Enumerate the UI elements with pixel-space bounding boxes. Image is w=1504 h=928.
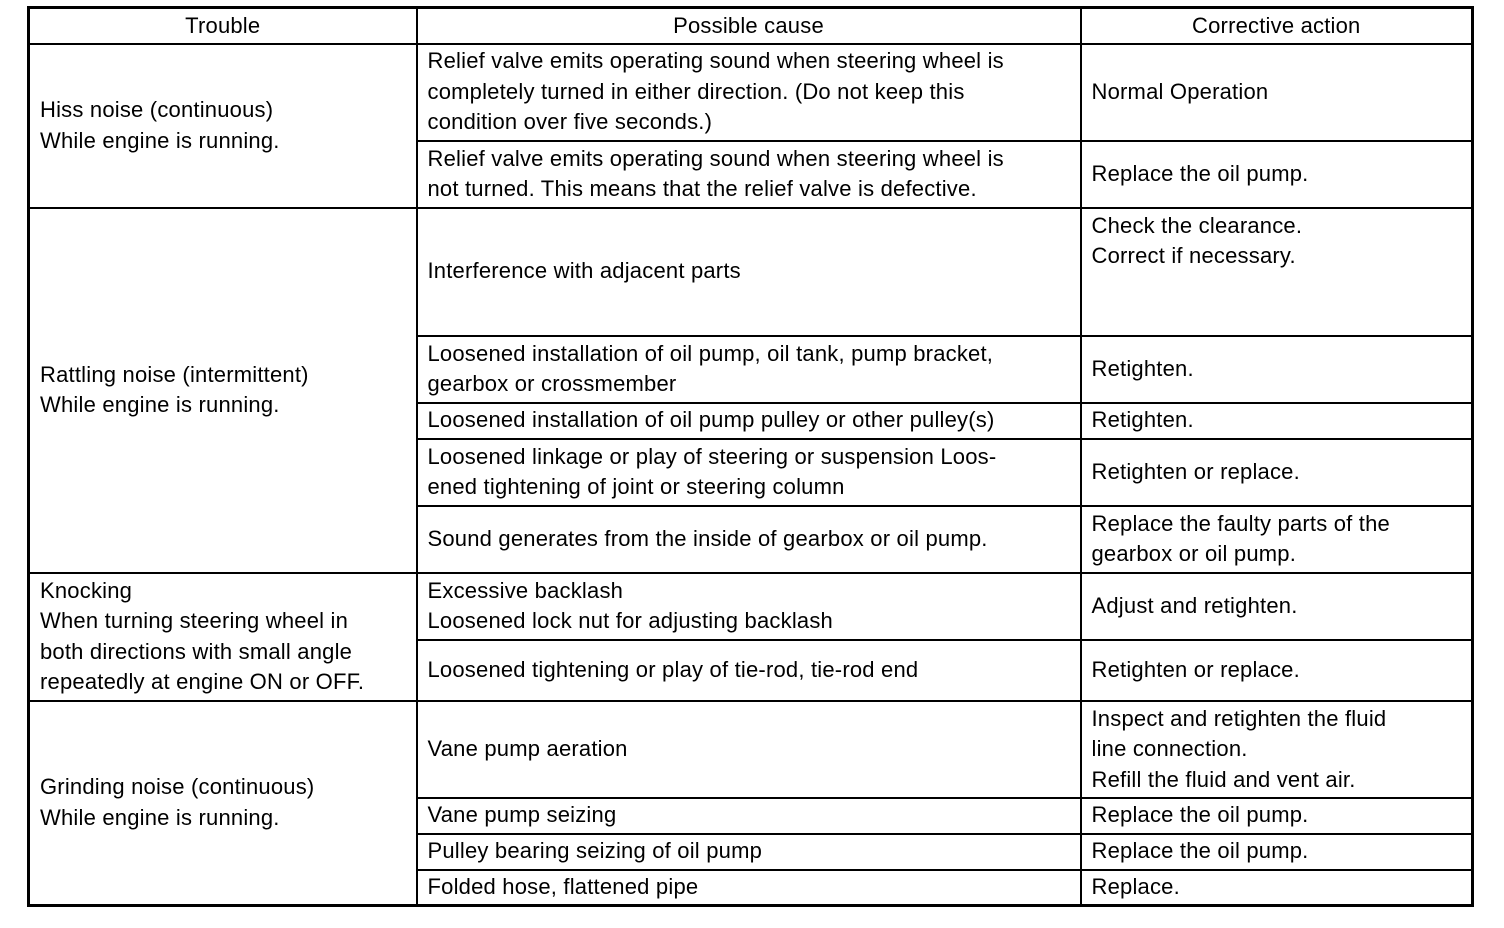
trouble-line: both directions with small angle xyxy=(40,638,353,664)
cause-line: Sound generates from the inside of gearbox or oil pump. xyxy=(427,525,988,551)
action-line: Replace the oil pump. xyxy=(1091,160,1309,186)
trouble-line: While engine is running. xyxy=(40,127,280,153)
trouble-cell xyxy=(29,573,417,701)
possible-cause-cell xyxy=(417,439,1081,506)
corrective-action-cell xyxy=(1081,870,1473,906)
header-trouble: Trouble xyxy=(29,8,417,44)
corrective-action-cell xyxy=(1081,506,1473,573)
troubleshooting-table xyxy=(27,6,1474,907)
header-corrective-action: Corrective action xyxy=(1081,8,1473,44)
trouble-line: While engine is running. xyxy=(40,392,280,417)
possible-cause-cell xyxy=(417,701,1081,798)
cause-line: Vane pump aeration xyxy=(427,735,628,761)
table-row xyxy=(29,573,1473,640)
cause-line: gearbox or crossmember xyxy=(427,371,677,396)
action-line: Normal Operation xyxy=(1091,78,1269,104)
cause-line: not turned. This means that the relief valve is defective. xyxy=(427,176,977,201)
action-line: Inspect and retighten the fluid xyxy=(1091,705,1387,731)
table-row xyxy=(29,701,1473,798)
cause-line: Pulley bearing seizing of oil pump xyxy=(427,838,763,864)
trouble-line: repeatedly at engine ON or OFF. xyxy=(40,669,365,694)
cause-line: Loosened lock nut for adjusting backlash xyxy=(427,608,833,633)
trouble-line: Hiss noise (continuous) xyxy=(40,97,274,122)
cause-line: completely turned in either direction. (Do not keep this xyxy=(427,78,965,104)
trouble-cell xyxy=(29,701,417,906)
corrective-action-cell xyxy=(1081,573,1473,640)
corrective-action-cell xyxy=(1081,834,1473,870)
corrective-action-cell xyxy=(1081,403,1473,439)
action-line: line connection. xyxy=(1091,736,1248,761)
action-line: Retighten. xyxy=(1091,407,1194,433)
cause-line: Excessive backlash xyxy=(427,577,624,603)
action-line: Replace the oil pump. xyxy=(1091,802,1309,828)
possible-cause-cell xyxy=(417,640,1081,701)
table-body xyxy=(29,44,1473,906)
corrective-action-cell xyxy=(1081,439,1473,506)
action-line: Replace the faulty parts of the xyxy=(1091,510,1390,536)
cause-line: condition over five seconds.) xyxy=(427,109,713,135)
cause-line: Loosened tightening or play of tie-rod, tie-rod end xyxy=(427,656,919,682)
header-row xyxy=(29,8,1473,44)
corrective-action-cell xyxy=(1081,208,1473,336)
cause-line: Interference with adjacent parts xyxy=(427,258,741,284)
cause-line: Relief valve emits operating sound when steering wheel is xyxy=(427,48,1004,74)
action-line: Retighten or replace. xyxy=(1091,458,1300,484)
possible-cause-cell xyxy=(417,208,1081,336)
corrective-action-cell xyxy=(1081,44,1473,141)
cause-line: Vane pump seizing xyxy=(427,802,617,828)
trouble-cell xyxy=(29,44,417,208)
trouble-line: Rattling noise (intermittent) xyxy=(40,361,309,387)
possible-cause-cell xyxy=(417,506,1081,573)
action-line: Refill the fluid and vent air. xyxy=(1091,766,1356,792)
possible-cause-cell xyxy=(417,834,1081,870)
table-row xyxy=(29,44,1473,141)
possible-cause-cell xyxy=(417,798,1081,834)
cause-line: Loosened installation of oil pump, oil tank, pump bracket, xyxy=(427,340,994,366)
action-line: Correct if necessary. xyxy=(1091,243,1296,268)
corrective-action-cell xyxy=(1081,640,1473,701)
possible-cause-cell xyxy=(417,573,1081,640)
trouble-cell xyxy=(29,208,417,573)
possible-cause-cell xyxy=(417,403,1081,439)
cause-line: Relief valve emits operating sound when steering wheel is xyxy=(427,145,1004,171)
cause-line: Loosened installation of oil pump pulley or other pulley(s) xyxy=(427,407,995,433)
trouble-line: Grinding noise (continuous) xyxy=(40,774,315,800)
trouble-line: While engine is running. xyxy=(40,804,280,830)
cause-line: ened tightening of joint or steering column xyxy=(427,474,845,499)
possible-cause-cell xyxy=(417,44,1081,141)
cause-line: Folded hose, flattened pipe xyxy=(427,874,699,899)
possible-cause-cell xyxy=(417,141,1081,208)
action-line: gearbox or oil pump. xyxy=(1091,541,1297,566)
corrective-action-cell xyxy=(1081,336,1473,403)
action-line: Replace. xyxy=(1091,874,1180,899)
action-line: Adjust and retighten. xyxy=(1091,592,1298,618)
action-line: Retighten. xyxy=(1091,355,1194,381)
possible-cause-cell xyxy=(417,336,1081,403)
action-line: Retighten or replace. xyxy=(1091,656,1300,682)
action-line: Check the clearance. xyxy=(1091,212,1303,238)
corrective-action-cell xyxy=(1081,701,1473,798)
trouble-line: When turning steering wheel in xyxy=(40,608,349,633)
corrective-action-cell xyxy=(1081,798,1473,834)
possible-cause-cell xyxy=(417,870,1081,906)
trouble-line: Knocking xyxy=(40,577,133,603)
table-row xyxy=(29,208,1473,336)
cause-line: Loosened linkage or play of steering or suspension Loos- xyxy=(427,443,997,469)
header-possible-cause: Possible cause xyxy=(417,8,1081,44)
corrective-action-cell xyxy=(1081,141,1473,208)
action-line: Replace the oil pump. xyxy=(1091,838,1309,864)
